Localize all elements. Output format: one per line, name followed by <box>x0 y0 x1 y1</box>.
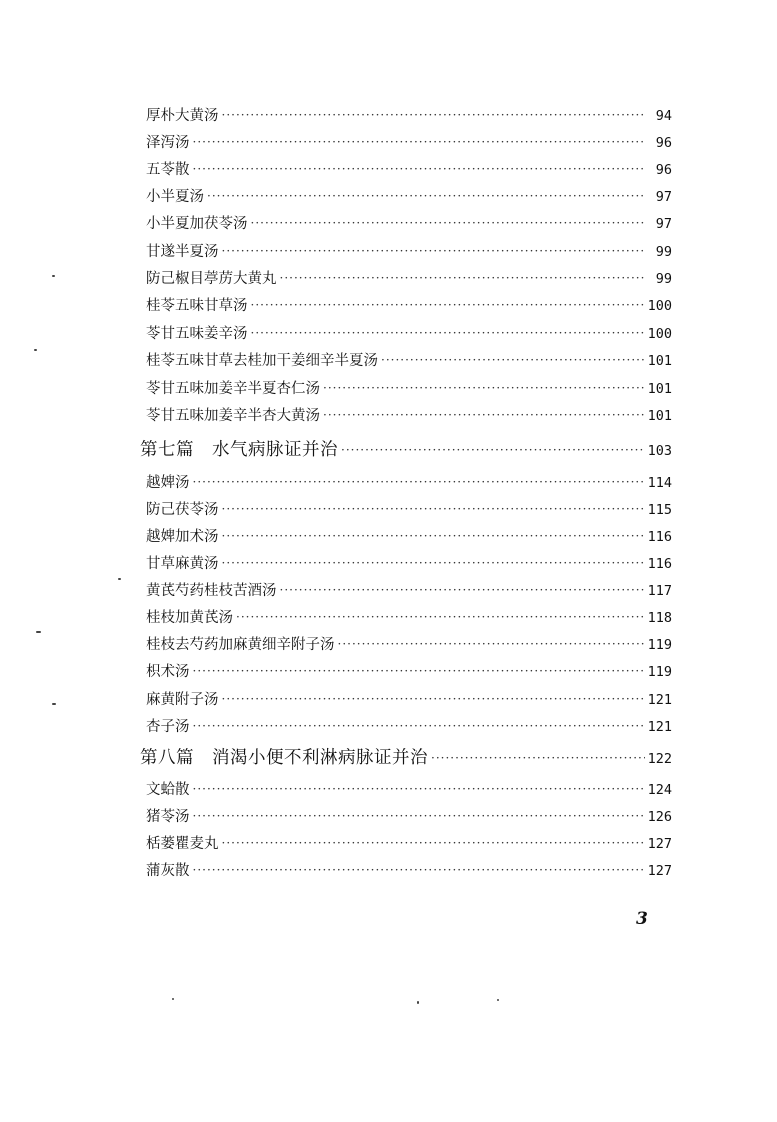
dot-leader <box>193 160 646 175</box>
toc-entry-title: 苓甘五味加姜辛半杏大黄汤 <box>146 408 320 424</box>
dot-leader <box>222 500 645 515</box>
toc-entry-title: 防己椒目葶苈大黄丸 <box>146 271 277 287</box>
toc-entry-title: 桂苓五味甘草汤 <box>146 298 248 314</box>
dot-leader <box>341 438 645 456</box>
dot-leader <box>193 133 646 148</box>
dot-leader <box>193 717 645 732</box>
dot-leader <box>222 527 645 542</box>
dot-leader <box>193 861 645 876</box>
dot-leader <box>193 662 645 677</box>
toc-entry-title: 桂枝去芍药加麻黄细辛附子汤 <box>146 637 335 653</box>
toc-entry-page: 116 <box>647 556 672 572</box>
toc-entry <box>146 185 672 211</box>
toc-entry-page: 97 <box>655 189 672 205</box>
toc-entry <box>146 104 672 130</box>
toc-entry <box>146 158 672 184</box>
toc-entry-page: 127 <box>647 863 672 879</box>
dot-leader <box>381 351 645 366</box>
dot-leader <box>251 296 645 311</box>
toc-entry-title: 甘遂半夏汤 <box>146 244 219 260</box>
toc-entry-title: 麻黄附子汤 <box>146 692 219 708</box>
toc-entry <box>146 471 672 497</box>
toc-entry <box>146 498 672 524</box>
toc-entry-title: 苓甘五味加姜辛半夏杏仁汤 <box>146 381 320 397</box>
scan-speck <box>172 998 174 1000</box>
toc-entry-page: 99 <box>655 271 672 287</box>
toc-entry-page: 118 <box>647 610 672 626</box>
toc-entry <box>146 377 672 403</box>
toc-entry-page: 101 <box>647 353 672 369</box>
toc-entry <box>146 859 672 885</box>
toc-entry-title: 栝蒌瞿麦丸 <box>146 836 219 852</box>
toc-entry-title: 小半夏加茯苓汤 <box>146 216 248 232</box>
dot-leader <box>222 834 645 849</box>
toc-entry <box>146 525 672 551</box>
toc-chapter-heading <box>140 436 672 466</box>
toc-entry <box>146 778 672 804</box>
toc-entry-page: 100 <box>647 298 672 314</box>
toc-entry <box>146 131 672 157</box>
toc-entry-page: 97 <box>655 216 672 232</box>
toc-entry-title: 五苓散 <box>146 162 190 178</box>
toc-entry-page: 121 <box>647 692 672 708</box>
toc-entry <box>146 832 672 858</box>
toc-chapter-title: 第八篇 消渴小便不利淋病脉证并治 <box>140 748 428 768</box>
toc-entry-page: 99 <box>655 244 672 260</box>
toc-entry-page: 114 <box>647 475 672 491</box>
toc-entry <box>146 322 672 348</box>
toc-entry <box>146 212 672 238</box>
toc-entry-title: 泽泻汤 <box>146 135 190 151</box>
toc-entry-page: 96 <box>655 162 672 178</box>
dot-leader <box>222 690 645 705</box>
scan-speck <box>497 999 499 1001</box>
toc-entry-page: 100 <box>647 326 672 342</box>
toc-entry-title: 桂苓五味甘草去桂加干姜细辛半夏汤 <box>146 353 378 369</box>
toc-entry-title: 桂枝加黄芪汤 <box>146 610 233 626</box>
toc-entry <box>146 240 672 266</box>
scan-speck <box>52 703 56 705</box>
toc-entry <box>146 294 672 320</box>
dot-leader <box>251 214 646 229</box>
toc-chapter-title: 第七篇 水气病脉证并治 <box>140 440 338 460</box>
toc-entry-title: 杏子汤 <box>146 719 190 735</box>
dot-leader <box>193 780 645 795</box>
dot-leader <box>323 379 645 394</box>
toc-chapter-heading <box>140 744 672 774</box>
toc-entry-page: 124 <box>647 782 672 798</box>
dot-leader <box>280 269 646 284</box>
scan-speck <box>417 1001 419 1004</box>
toc-entry-page: 117 <box>647 583 672 599</box>
toc-entry <box>146 633 672 659</box>
toc-entry-page: 101 <box>647 381 672 397</box>
dot-leader <box>338 635 645 650</box>
toc-entry-page: 119 <box>647 637 672 653</box>
dot-leader <box>280 581 645 596</box>
toc-entry-page: 101 <box>647 408 672 424</box>
toc-entry-page: 119 <box>647 664 672 680</box>
toc-entry-title: 蒲灰散 <box>146 863 190 879</box>
toc-entry-page: 116 <box>647 529 672 545</box>
toc-entry <box>146 349 672 375</box>
toc-entry-page: 127 <box>647 836 672 852</box>
dot-leader <box>193 473 645 488</box>
toc-entry-title: 防己茯苓汤 <box>146 502 219 518</box>
toc-entry-page: 122 <box>647 751 672 767</box>
toc-entry <box>146 267 672 293</box>
toc-entry-page: 103 <box>647 443 672 459</box>
toc-entry-title: 猪苓汤 <box>146 809 190 825</box>
scan-speck <box>52 275 55 277</box>
toc-entry-page: 94 <box>655 108 672 124</box>
toc-entry <box>146 688 672 714</box>
scan-speck <box>34 349 37 351</box>
toc-entry <box>146 715 672 741</box>
dot-leader <box>207 187 645 202</box>
toc-entry-page: 115 <box>647 502 672 518</box>
toc-entry-page: 121 <box>647 719 672 735</box>
toc-entry-title: 小半夏汤 <box>146 189 204 205</box>
scan-speck <box>36 631 41 633</box>
toc-entry-title: 厚朴大黄汤 <box>146 108 219 124</box>
toc-entry <box>146 805 672 831</box>
dot-leader <box>222 106 646 121</box>
dot-leader <box>251 324 645 339</box>
page-number: 3 <box>636 909 648 929</box>
toc-entry <box>146 606 672 632</box>
dot-leader <box>323 406 645 421</box>
dot-leader <box>193 807 645 822</box>
toc-entry-title: 黄芪芍药桂枝苦酒汤 <box>146 583 277 599</box>
dot-leader <box>236 608 645 623</box>
toc-entry-page: 126 <box>647 809 672 825</box>
toc-entry <box>146 552 672 578</box>
dot-leader <box>222 242 646 257</box>
toc-entry-title: 越婢汤 <box>146 475 190 491</box>
toc-entry-title: 文蛤散 <box>146 782 190 798</box>
toc-entry <box>146 404 672 430</box>
toc-entry <box>146 579 672 605</box>
toc-entry <box>146 660 672 686</box>
dot-leader <box>222 554 645 569</box>
scan-speck <box>118 578 121 580</box>
toc-entry-page: 96 <box>655 135 672 151</box>
toc-entry-title: 枳术汤 <box>146 664 190 680</box>
dot-leader <box>431 746 645 764</box>
toc-entry-title: 越婢加术汤 <box>146 529 219 545</box>
toc-entry-title: 苓甘五味姜辛汤 <box>146 326 248 342</box>
toc-entry-title: 甘草麻黄汤 <box>146 556 219 572</box>
